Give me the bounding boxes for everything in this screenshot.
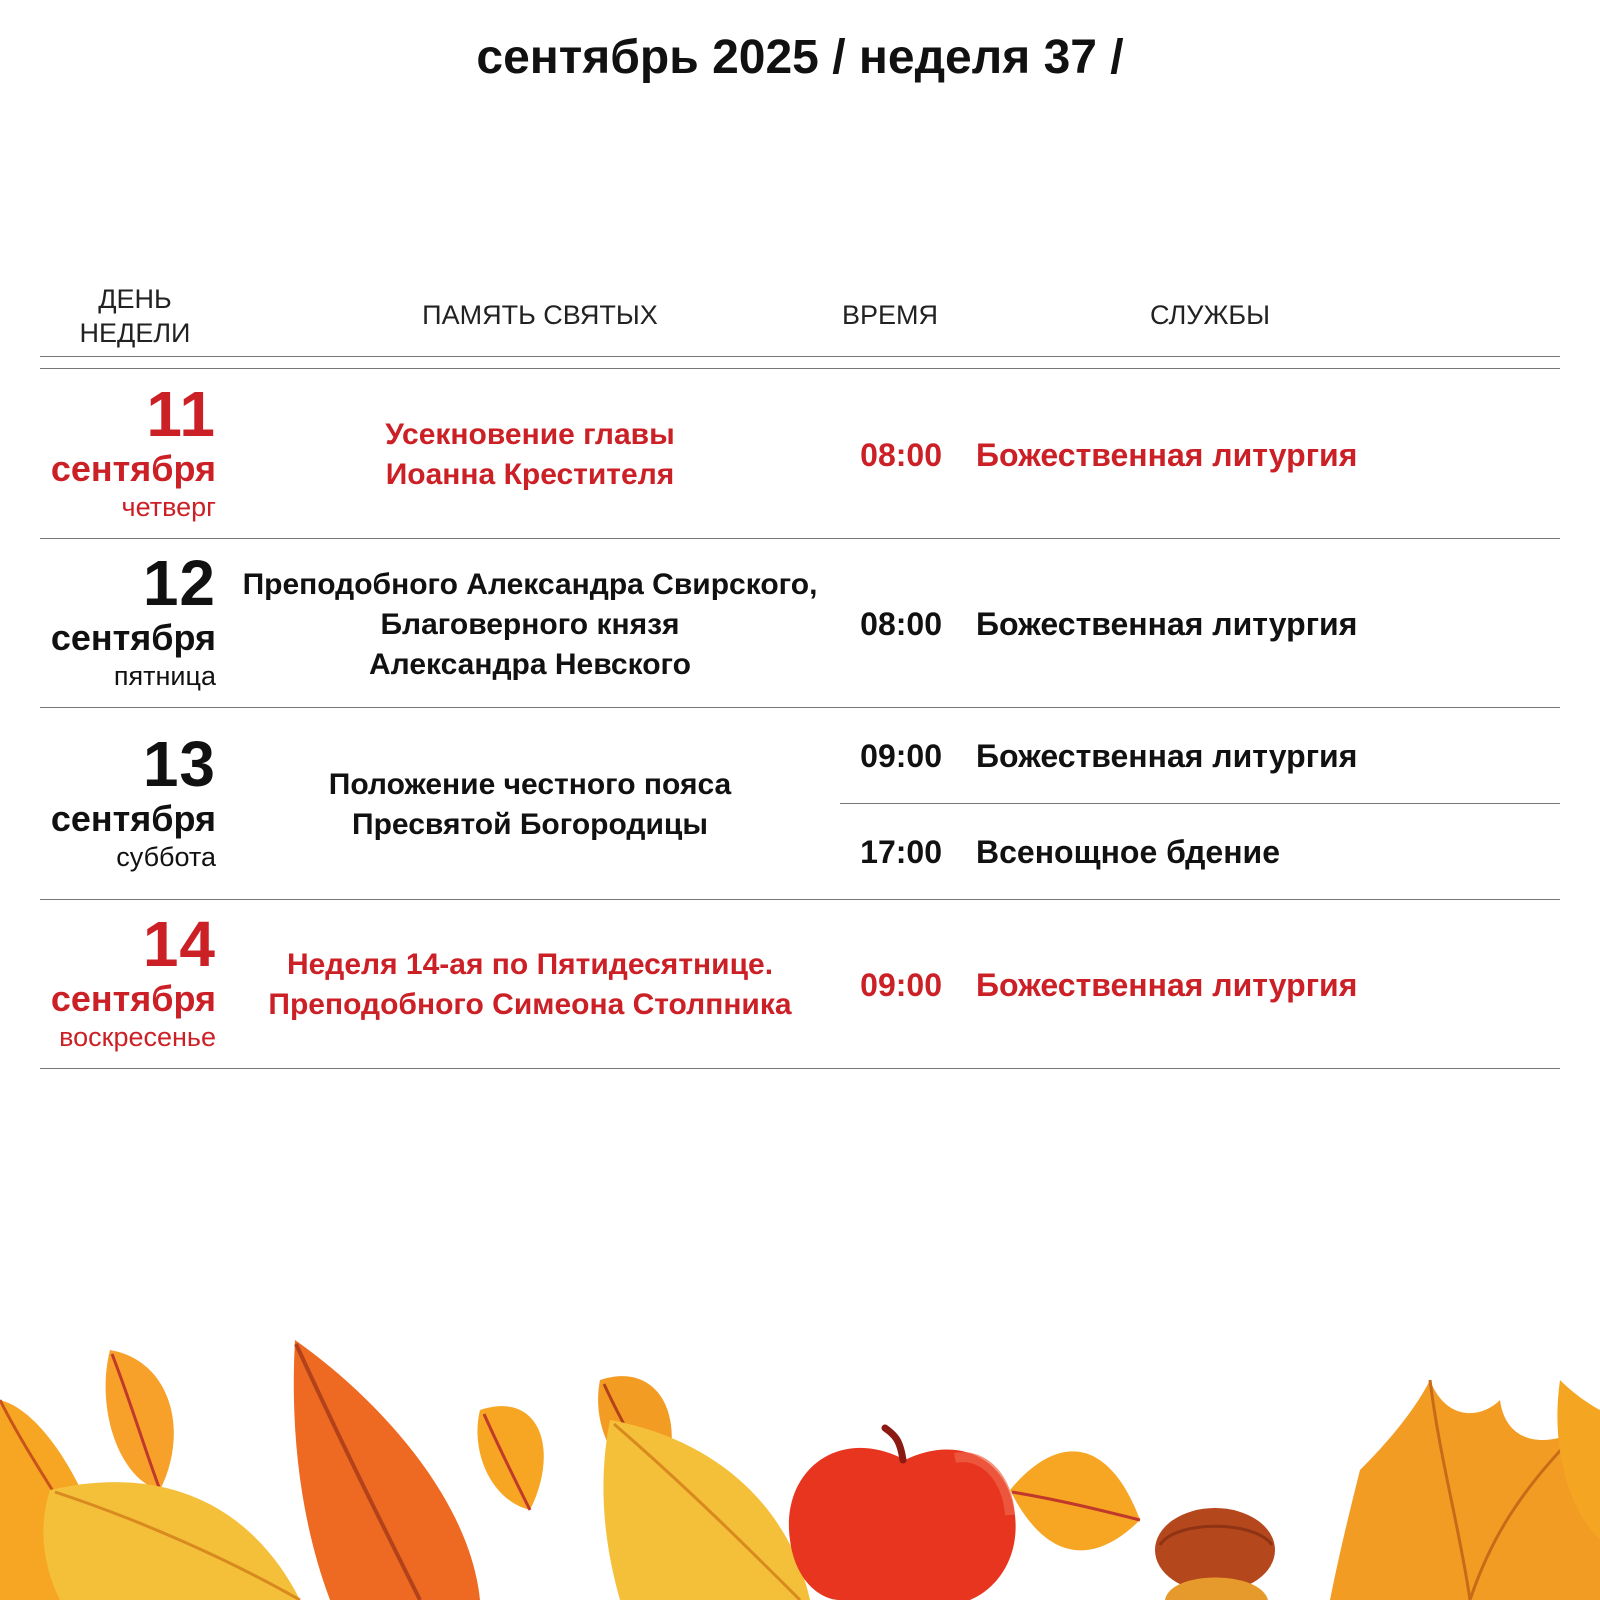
leaf-icon xyxy=(1010,1451,1140,1550)
saints-memory xyxy=(240,565,820,685)
table-row xyxy=(40,539,1560,707)
weekday: пятница xyxy=(113,661,216,691)
service-name: Божественная литургия xyxy=(976,437,1358,473)
date-block xyxy=(40,547,216,691)
day-number: 14 xyxy=(142,908,216,980)
header-day xyxy=(40,282,230,350)
saints-line: Благоверного князя xyxy=(380,608,680,641)
day-number: 13 xyxy=(142,728,216,800)
service-entry xyxy=(840,435,1540,475)
date-block xyxy=(40,378,216,522)
header-divider-top xyxy=(40,356,1560,357)
row-divider xyxy=(40,1068,1560,1069)
service-divider xyxy=(840,803,1560,804)
month-name: сентября xyxy=(50,448,216,489)
header-saints: ПАМЯТЬ СВЯТЫХ xyxy=(422,300,658,330)
weekday: суббота xyxy=(116,842,216,872)
saints-line: Пресвятой Богородицы xyxy=(352,808,708,841)
acorn-icon xyxy=(1155,1508,1275,1600)
leaf-icon xyxy=(106,1350,174,1490)
date-block xyxy=(40,728,216,872)
saints-memory xyxy=(240,765,820,845)
service-time: 09:00 xyxy=(860,738,942,774)
header-time: ВРЕМЯ xyxy=(841,300,939,330)
leaf-icon xyxy=(603,1420,810,1600)
service-time: 17:00 xyxy=(860,834,942,870)
apple-icon xyxy=(789,1428,1016,1600)
weekday: воскресенье xyxy=(59,1022,216,1052)
saints-line: Александра Невского xyxy=(369,648,691,681)
saints-line: Иоанна Крестителя xyxy=(385,458,675,491)
month-name: сентября xyxy=(50,617,216,658)
service-entry xyxy=(840,832,1540,872)
date-block xyxy=(40,908,216,1052)
table-row xyxy=(40,370,1560,538)
header-divider-bottom xyxy=(40,368,1560,369)
table-header xyxy=(40,278,1560,356)
header-services: СЛУЖБЫ xyxy=(1149,300,1271,330)
service-name: Божественная литургия xyxy=(976,967,1358,1003)
header-day-line1: ДЕНЬ xyxy=(98,284,172,314)
saints-memory xyxy=(240,415,820,495)
service-entry xyxy=(840,736,1540,776)
weekday: четверг xyxy=(121,492,216,522)
saints-line: Преподобного Симеона Столпника xyxy=(268,988,792,1021)
autumn-leaves-decoration xyxy=(0,1340,1600,1600)
saints-line: Усекновение главы xyxy=(385,418,675,451)
month-name: сентября xyxy=(50,798,216,839)
month-name: сентября xyxy=(50,978,216,1019)
saints-line: Неделя 14-ая по Пятидесятнице. xyxy=(286,948,774,981)
service-name: Всенощное бдение xyxy=(976,834,1281,870)
saints-line: Преподобного Александра Свирского, xyxy=(242,568,818,601)
header-day-line2: НЕДЕЛИ xyxy=(79,318,191,348)
service-time: 08:00 xyxy=(860,606,942,642)
leaf-icon xyxy=(43,1482,300,1600)
service-entry xyxy=(840,604,1540,644)
service-time: 08:00 xyxy=(860,437,942,473)
service-entry xyxy=(840,965,1540,1005)
leaf-icon xyxy=(294,1340,480,1600)
table-row xyxy=(40,900,1560,1068)
day-number: 12 xyxy=(142,547,216,619)
service-name: Божественная литургия xyxy=(976,606,1358,642)
saints-line: Положение честного пояса xyxy=(328,768,732,801)
leaf-icon xyxy=(477,1406,543,1510)
day-number: 11 xyxy=(146,378,216,450)
service-time: 09:00 xyxy=(860,967,942,1003)
page-title: сентябрь 2025 / неделя 37 / xyxy=(476,31,1124,84)
service-name: Божественная литургия xyxy=(976,738,1358,774)
saints-memory xyxy=(240,945,820,1025)
